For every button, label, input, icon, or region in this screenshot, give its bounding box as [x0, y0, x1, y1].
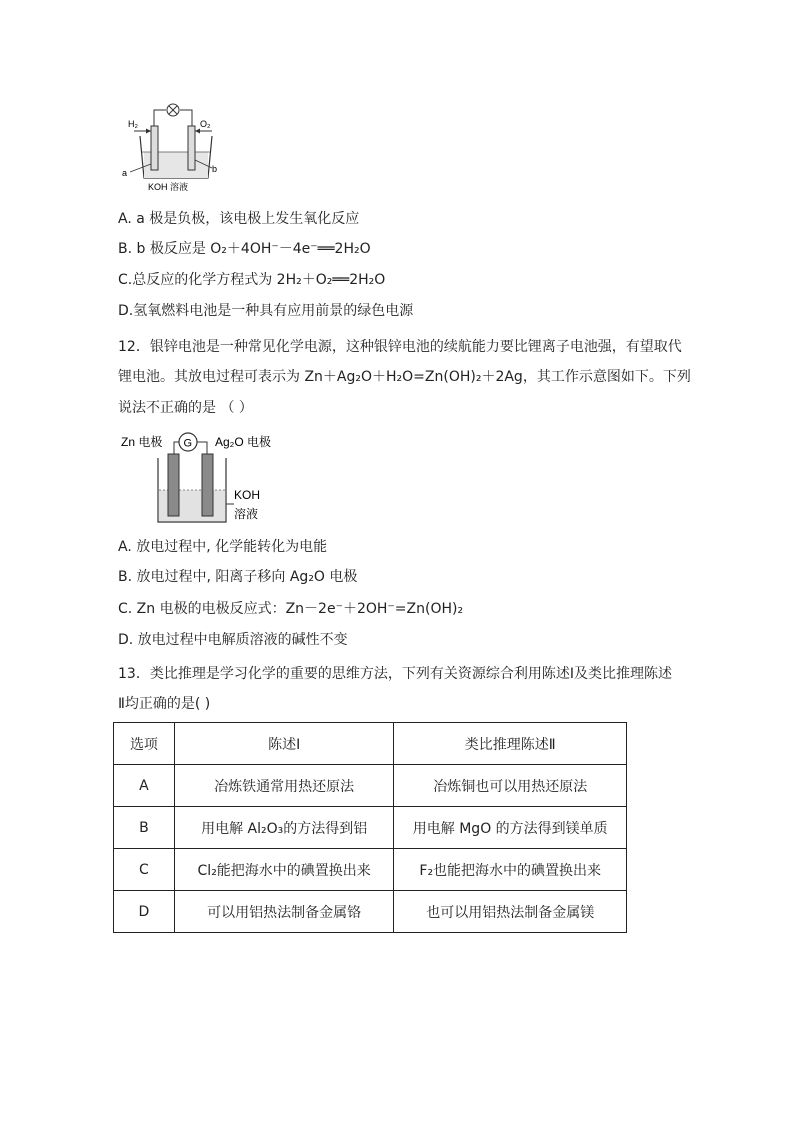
q12-stem-line2: 锂电池。其放电过程可表示为 Zn＋Ag₂O＋H₂O=Zn(OH)₂＋2Ag，其工作示意图如下。下列 [118, 369, 691, 385]
header-statement-2: 类比推理陈述Ⅱ [394, 723, 627, 765]
table-row [114, 765, 627, 807]
table-cell-statement-2: 也可以用铝热法制备金属镁 [394, 891, 627, 933]
q13-stem-line2: Ⅱ均正确的是( ) [118, 696, 211, 712]
q12-option-d: D. 放电过程中电解质溶液的碱性不变 [118, 632, 348, 648]
table-cell-option: A [114, 765, 175, 807]
table-row [114, 807, 627, 849]
fuel-cell-diagram [118, 100, 228, 195]
q11-option-c: C.总反应的化学方程式为 2H₂＋O₂══2H₂O [118, 272, 386, 288]
electrode-a [151, 126, 158, 170]
q12-stem-line3: 说法不正确的是 （ ） [118, 400, 253, 416]
zn-electrode [168, 454, 179, 516]
table-cell-statement-2: F₂也能把海水中的碘置换出来 [394, 849, 627, 891]
table-cell-statement-1: Cl₂能把海水中的碘置换出来 [174, 849, 394, 891]
h2-label: H₂ [128, 119, 138, 129]
table-cell-option: B [114, 807, 175, 849]
ag2o-electrode [202, 454, 213, 516]
table-cell-option: D [114, 891, 175, 933]
q13-stem-line1: 13．类比推理是学习化学的重要的思维方法，下列有关资源综合利用陈述Ⅰ及类比推理陈述 [118, 666, 672, 682]
table-cell-option: C [114, 849, 175, 891]
table-cell-statement-1: 冶炼铁通常用热还原法 [174, 765, 394, 807]
header-option: 选项 [114, 723, 175, 765]
koh-label: KOH [234, 488, 261, 502]
electrode-b [188, 126, 195, 170]
b-label: b [212, 164, 218, 174]
zn-electrode-label: Zn 电极 [121, 435, 163, 449]
silver-zinc-cell-diagram [118, 428, 288, 528]
comparison-table [113, 722, 627, 933]
q12-option-a: A. 放电过程中, 化学能转化为电能 [118, 539, 328, 555]
q12-option-c: C. Zn 电极的电极反应式：Zn－2e⁻＋2OH⁻=Zn(OH)₂ [118, 601, 464, 617]
table-cell-statement-1: 用电解 Al₂O₃的方法得到铝 [174, 807, 394, 849]
table-cell-statement-1: 可以用铝热法制备金属铬 [174, 891, 394, 933]
ag2o-electrode-label: Ag₂O 电极 [215, 435, 272, 449]
q11-option-b: B. b 极反应是 O₂＋4OH⁻－4e⁻══2H₂O [118, 241, 371, 257]
galvanometer-label: G [183, 437, 193, 450]
table-header-row [114, 723, 627, 765]
koh-solution-label: KOH 溶液 [148, 182, 189, 192]
header-statement-1: 陈述Ⅰ [174, 723, 394, 765]
a-label: a [122, 168, 128, 178]
q11-option-a: A. a 极是负极，该电极上发生氧化反应 [118, 211, 360, 227]
table-row [114, 891, 627, 933]
q12-stem-line1: 12．银锌电池是一种常见化学电源，这种银锌电池的续航能力要比锂离子电池强，有望取代 [118, 339, 682, 355]
table-cell-statement-2: 冶炼铜也可以用热还原法 [394, 765, 627, 807]
q12-option-b: B. 放电过程中, 阳离子移向 Ag₂O 电极 [118, 569, 358, 585]
table-cell-statement-2: 用电解 MgO 的方法得到镁单质 [394, 807, 627, 849]
o2-label: O₂ [200, 119, 211, 129]
koh-solution-label-2: 溶液 [234, 507, 259, 521]
table-row [114, 849, 627, 891]
q11-option-d: D.氢氧燃料电池是一种具有应用前景的绿色电源 [118, 303, 414, 319]
